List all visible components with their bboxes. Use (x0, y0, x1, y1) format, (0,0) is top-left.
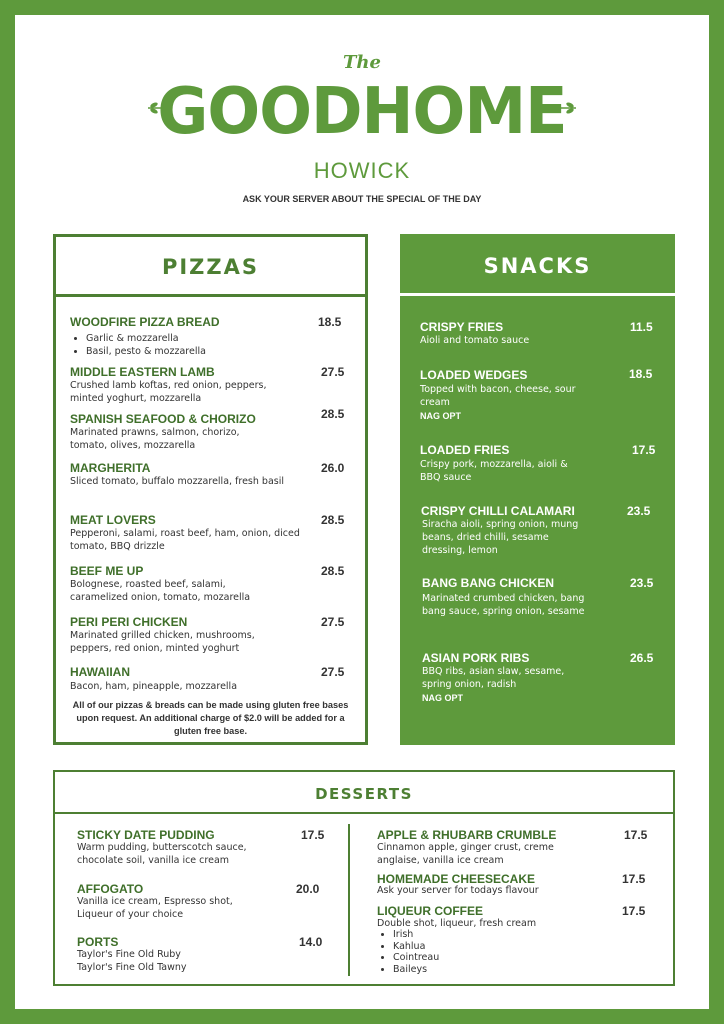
menu-item-desc: Taylor's Fine Old Ruby (77, 949, 181, 960)
menu-item-name: SPANISH SEAFOOD & CHORIZO (70, 412, 256, 426)
bullet-item: • Basil, pesto & mozzarella (86, 346, 340, 359)
bullet-item: • Irish (393, 929, 527, 941)
snacks-section (400, 234, 675, 745)
location-subtitle: HOWICK (313, 158, 411, 183)
menu-item-desc: Aioli and tomato sauce (420, 335, 530, 346)
menu-item-name: MIDDLE EASTERN LAMB (70, 365, 215, 379)
menu-item-desc: Sliced tomato, buffalo mozzarella, fresh basil (70, 476, 285, 487)
column-divider (348, 824, 350, 976)
menu-item-name: LIQUEUR COFFEE (377, 904, 484, 918)
gluten-free-note: All of our pizzas & breads can be made using gluten free bases upon request. An additional charge of $2.0 will be added for a gluten free base. (72, 700, 349, 736)
menu-item-name: BEEF ME UP (70, 564, 144, 578)
menu-item-price: 27.5 (321, 615, 345, 629)
menu-item-price: 17.5 (632, 443, 656, 457)
pizzas-section (53, 234, 368, 745)
menu-item-price: 20.0 (296, 882, 320, 896)
bullet-item: • Baileys (393, 964, 527, 976)
menu-item-name: CRISPY CHILLI CALAMARI (421, 504, 575, 518)
menu-item-name: BANG BANG CHICKEN (422, 576, 554, 590)
logo-the-text: The (343, 52, 381, 73)
menu-item-name: LOADED WEDGES (420, 368, 528, 382)
menu-item-desc: Pepperoni, salami, roast beef, ham, onion, diced tomato, BBQ drizzle (70, 528, 300, 552)
menu-item-name: STICKY DATE PUDDING (77, 828, 215, 842)
menu-item-desc: Bolognese, roasted beef, salami, caramelized onion, tomato, mozarella (70, 579, 251, 603)
menu-item-desc: Marinated prawns, salmon, chorizo, tomato, olives, mozzarella (70, 427, 240, 451)
snacks-title: SNACKS (400, 234, 675, 296)
menu-item-price: 17.5 (301, 828, 325, 842)
menu-item-name: HOMEMADE CHEESECAKE (377, 872, 536, 886)
menu-item-name: PORTS (77, 935, 119, 949)
menu-item-desc: Cinnamon apple, ginger crust, creme anglaise, vanilla ice cream (377, 842, 554, 866)
bullet-item: • Cointreau (393, 952, 527, 964)
menu-item-price: 28.5 (321, 407, 345, 421)
menu-item-price: 26.5 (630, 651, 654, 665)
menu-item-desc: Double shot, liqueur, fresh cream (377, 918, 537, 929)
menu-item-desc: Marinated crumbed chicken, bang bang sauce, spring onion, sesame (422, 593, 585, 617)
menu-item-price: 17.5 (622, 904, 646, 918)
menu-item-name: APPLE & RHUBARB CRUMBLE (377, 828, 557, 842)
nag-option-badge: NAG OPT (422, 693, 464, 703)
menu-item-price: 17.5 (624, 828, 648, 842)
menu-item-desc: BBQ ribs, asian slaw, sesame, spring onion, radish (422, 666, 565, 690)
bullet-item: • Garlic & mozzarella (86, 333, 340, 346)
menu-item-bullets (70, 333, 340, 358)
menu-item-desc: Bacon, ham, pineapple, mozzarella (70, 681, 238, 692)
nag-option-badge: NAG OPT (420, 411, 462, 421)
menu-item-price: 11.5 (630, 320, 653, 334)
bullet-item: • Kahlua (393, 941, 527, 953)
menu-item-price: 28.5 (321, 513, 345, 527)
menu-item-price: 27.5 (321, 365, 345, 379)
menu-item-price: 26.0 (321, 461, 345, 475)
menu-item-desc: Taylor's Fine Old Tawny (77, 962, 187, 973)
logo-goodhome: GOODHOME (157, 75, 567, 149)
menu-item-name: MEAT LOVERS (70, 513, 156, 527)
menu-item-name: AFFOGATO (77, 882, 144, 896)
menu-item-name: HAWAIIAN (70, 665, 130, 679)
menu-item-desc: Siracha aioli, spring onion, mung beans, dried chilli, sesame dressing, lemon (422, 519, 579, 556)
menu-item-name: MARGHERITA (70, 461, 151, 475)
menu-item-name: ASIAN PORK RIBS (422, 651, 530, 665)
menu-item-desc: Crushed lamb koftas, red onion, peppers, minted yoghurt, mozzarella (70, 380, 267, 404)
menu-item-price: 28.5 (321, 564, 345, 578)
menu-item-desc: Warm pudding, butterscotch sauce, chocolate soil, vanilla ice cream (77, 842, 247, 866)
menu-item-price: 17.5 (622, 872, 646, 886)
menu-item-name: PERI PERI CHICKEN (70, 615, 188, 629)
special-notice: ASK YOUR SERVER ABOUT THE SPECIAL OF THE DAY (242, 194, 482, 204)
menu-item-name: CRISPY FRIES (420, 320, 504, 334)
menu-item-desc: Topped with bacon, cheese, sour cream (420, 384, 576, 408)
menu-item-desc: Ask your server for todays flavour (377, 885, 539, 896)
desserts-title: DESSERTS (55, 772, 673, 814)
menu-item-price: 18.5 (629, 367, 653, 381)
menu-item-price: 18.5 (318, 315, 342, 329)
menu-item-bullets (377, 929, 527, 975)
menu-item-price: 23.5 (627, 504, 651, 518)
menu-item-desc: Marinated grilled chicken, mushrooms, peppers, red onion, minted yoghurt (70, 630, 255, 654)
menu-item-price: 23.5 (630, 576, 654, 590)
menu-item-desc: Crispy pork, mozzarella, aioli & BBQ sauce (420, 459, 568, 483)
right-leaf-icon (556, 100, 578, 119)
menu-item-price: 14.0 (299, 935, 323, 949)
menu-item-name: LOADED FRIES (420, 443, 510, 457)
menu-item-price: 27.5 (321, 665, 345, 679)
pizzas-title: PIZZAS (56, 237, 365, 297)
menu-item-name: WOODFIRE PIZZA BREAD (70, 315, 220, 329)
menu-item-desc: Vanilla ice cream, Espresso shot, Liqueur of your choice (77, 896, 233, 920)
desserts-section (53, 770, 675, 986)
